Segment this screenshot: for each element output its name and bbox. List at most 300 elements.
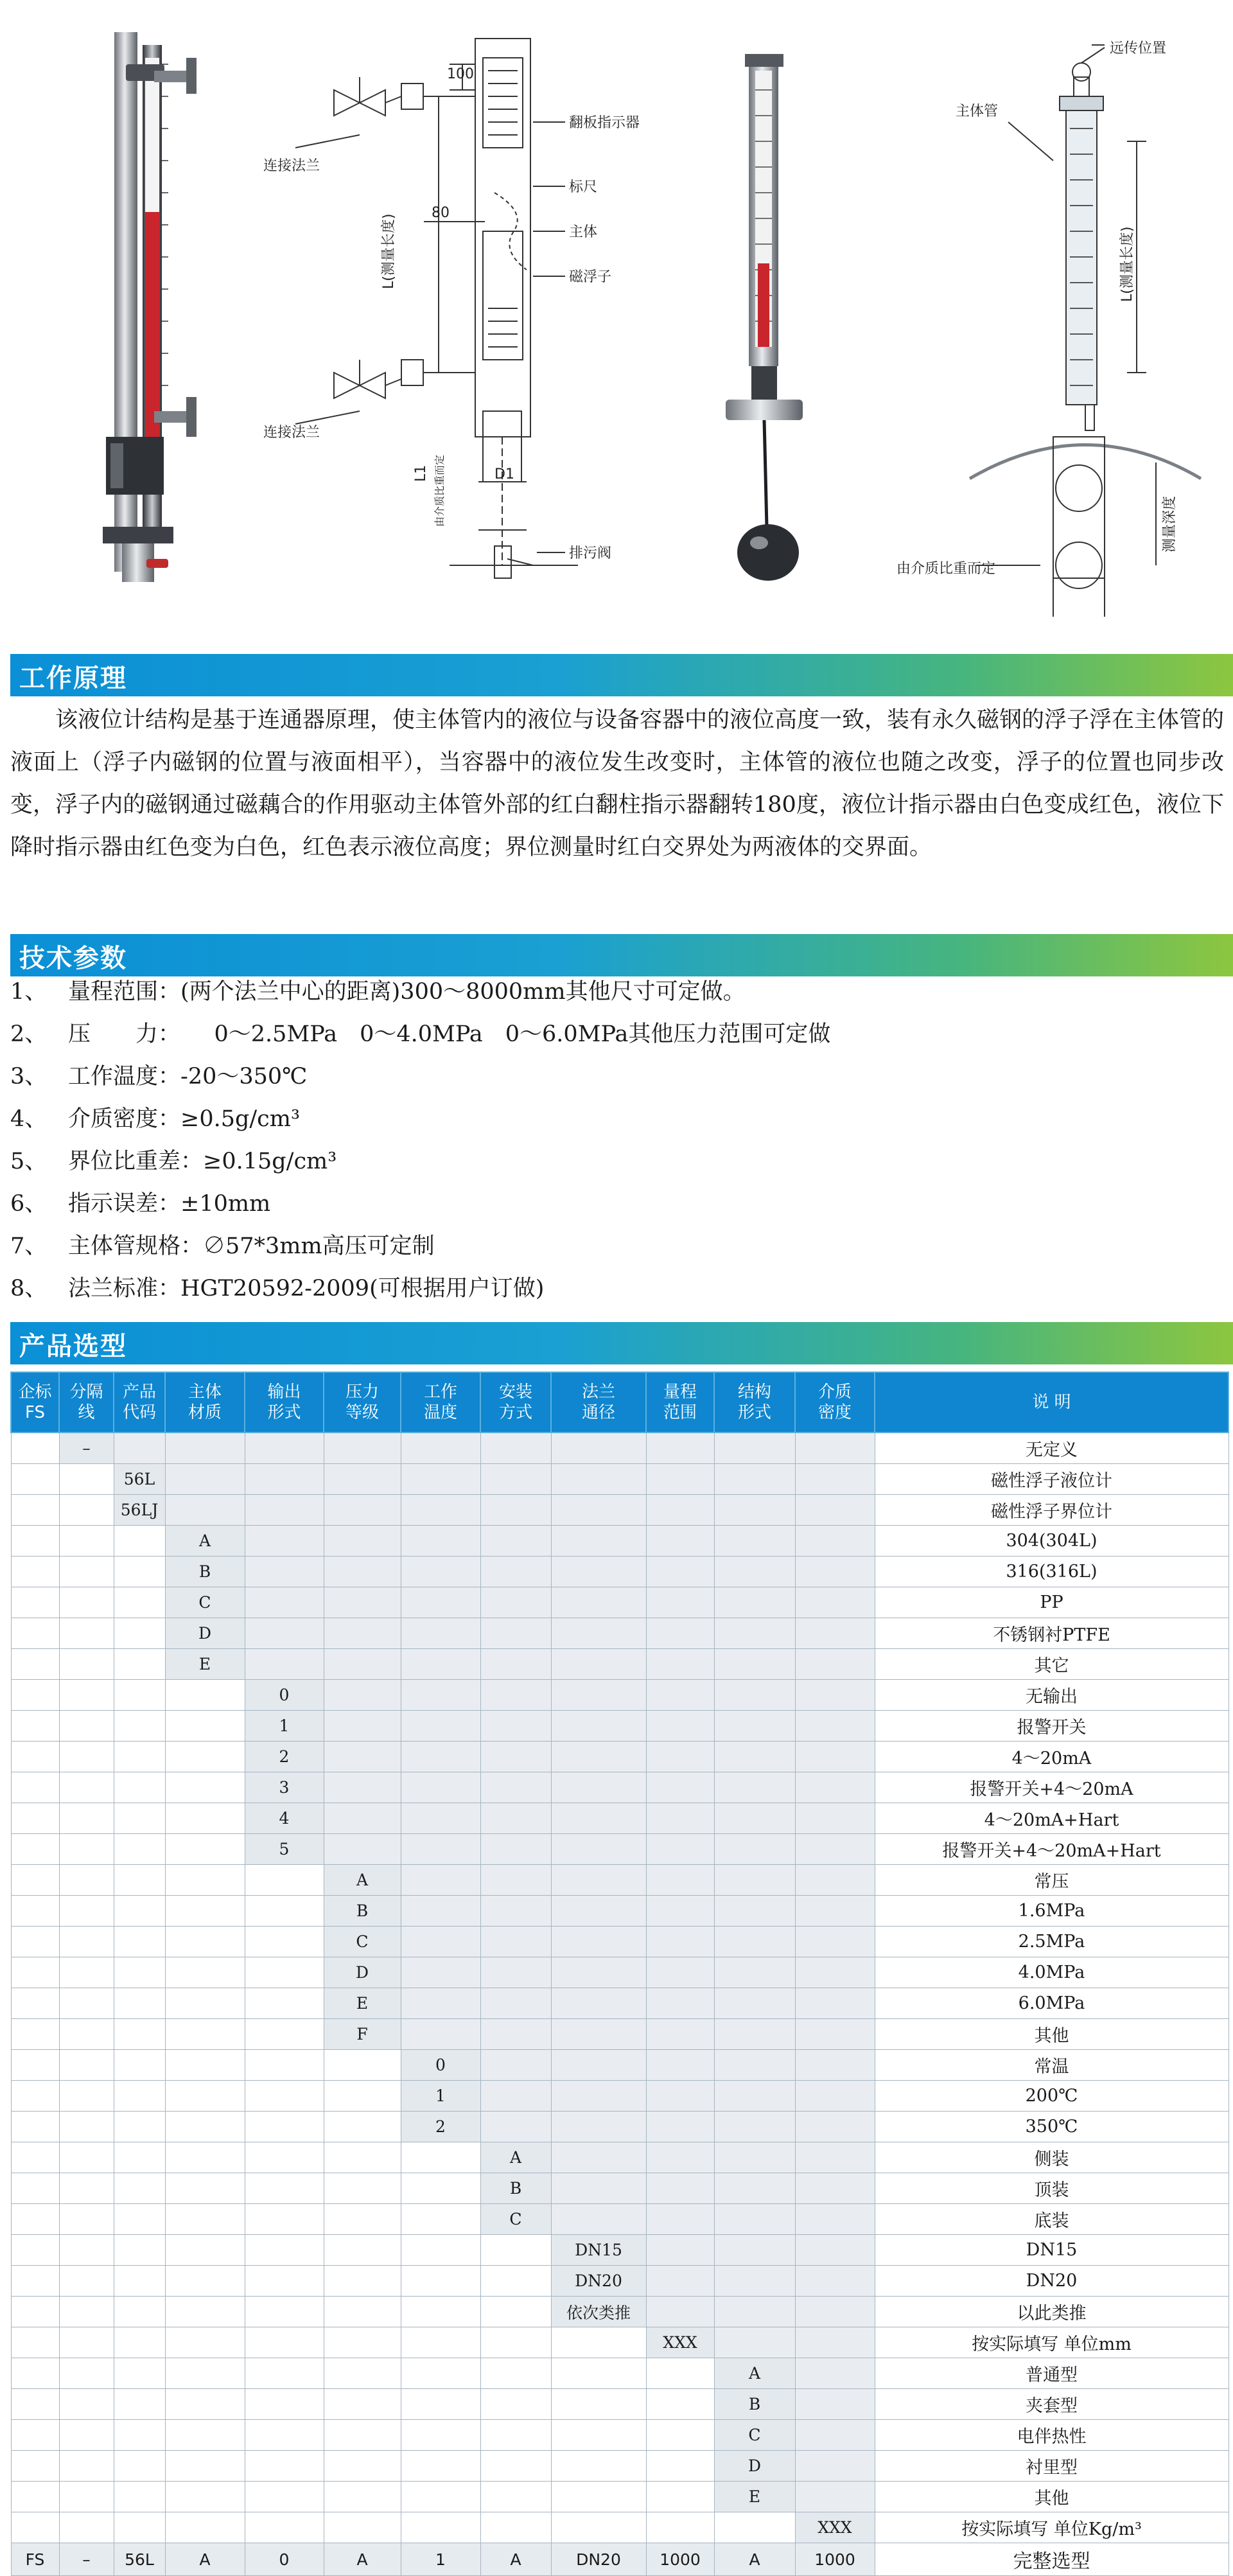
empty-cell xyxy=(11,2420,59,2451)
spec-number: 4、 xyxy=(10,1106,48,1132)
option-description: 夹套型 xyxy=(875,2389,1229,2420)
table-header-cell: 工作 温度 xyxy=(401,1372,480,1433)
complete-selection-value: A xyxy=(714,2543,795,2576)
empty-cell xyxy=(114,1896,165,1927)
empty-cell xyxy=(245,1618,324,1649)
empty-cell xyxy=(646,1957,714,1988)
empty-cell xyxy=(551,2482,646,2512)
table-row xyxy=(11,1772,1229,1803)
principle-paragraph: 该液位计结构是基于连通器原理，使主体管内的液位与设备容器中的液位高度一致，装有永久磁钢的浮子浮在主体管的液面上（浮子内磁钢的位置与液面相平），当容器中的液位发生改变时，主体管的液位也随之改变，浮子的位置也同步改变，浮子内的磁钢通过磁藕合的作用驱动主体管外部的红白翻柱指示器翻转180度，液位计指示器由白色变成红色，液位下降时指示器由红色变为白色，红色表示液位高度；界位测量时红白交界处为两液体的交界面。 xyxy=(10,707,1225,860)
table-row xyxy=(11,2266,1229,2297)
label-scale: 标尺 xyxy=(569,179,598,195)
empty-cell xyxy=(795,2142,875,2173)
table-header-cell: 企标 FS xyxy=(11,1372,59,1433)
empty-cell xyxy=(114,1433,165,1464)
option-description: 4.0MPa xyxy=(875,1957,1229,1988)
empty-cell xyxy=(165,1957,245,1988)
empty-cell xyxy=(245,2204,324,2235)
empty-cell xyxy=(114,2358,165,2389)
table-row xyxy=(11,2451,1229,2482)
empty-cell xyxy=(165,2235,245,2266)
empty-cell xyxy=(59,1649,114,1680)
empty-cell xyxy=(11,1927,59,1957)
option-code: A xyxy=(324,1865,401,1896)
empty-cell xyxy=(714,1896,795,1927)
option-code: 1 xyxy=(401,2081,480,2112)
empty-cell xyxy=(245,2389,324,2420)
empty-cell xyxy=(714,1772,795,1803)
spec-text: 界位比重差：≥0.15g/cm³ xyxy=(68,1149,337,1174)
empty-cell xyxy=(480,1433,551,1464)
empty-cell xyxy=(551,2173,646,2204)
spec-number: 5、 xyxy=(10,1149,48,1174)
empty-cell xyxy=(245,2050,324,2081)
spec-number: 1、 xyxy=(10,979,48,1005)
table-row xyxy=(11,1526,1229,1557)
dimension-drawing-labels xyxy=(263,66,640,561)
empty-cell xyxy=(245,2142,324,2173)
option-description: DN20 xyxy=(875,2266,1229,2297)
option-code: A xyxy=(165,1526,245,1557)
option-description: 按实际填写 单位mm xyxy=(875,2327,1229,2358)
empty-cell xyxy=(714,1988,795,2019)
empty-cell xyxy=(551,1649,646,1680)
empty-cell xyxy=(551,1495,646,1526)
empty-cell xyxy=(245,2358,324,2389)
empty-cell xyxy=(165,2081,245,2112)
empty-cell xyxy=(114,2451,165,2482)
empty-cell xyxy=(324,2512,401,2543)
table-header-cell: 量程 范围 xyxy=(646,1372,714,1433)
empty-cell xyxy=(114,2050,165,2081)
empty-cell xyxy=(165,2142,245,2173)
empty-cell xyxy=(480,2019,551,2050)
empty-cell xyxy=(59,2297,114,2327)
table-row xyxy=(11,1988,1229,2019)
option-code: B xyxy=(324,1896,401,1927)
empty-cell xyxy=(795,1988,875,2019)
option-description: 无定义 xyxy=(875,1433,1229,1464)
empty-cell xyxy=(165,2173,245,2204)
section-title-tech: 技术参数 xyxy=(19,944,127,973)
photo-top-mount-gauge xyxy=(726,54,803,581)
empty-cell xyxy=(795,2451,875,2482)
empty-cell xyxy=(795,1865,875,1896)
option-code: 0 xyxy=(245,1680,324,1711)
empty-cell xyxy=(714,1865,795,1896)
empty-cell xyxy=(324,1557,401,1587)
empty-cell xyxy=(401,2204,480,2235)
empty-cell xyxy=(11,1803,59,1834)
option-code: E xyxy=(324,1988,401,2019)
empty-cell xyxy=(714,1711,795,1742)
label-L1: L1 xyxy=(413,464,429,482)
empty-cell xyxy=(551,2451,646,2482)
empty-cell xyxy=(59,2235,114,2266)
option-description: 无输出 xyxy=(875,1680,1229,1711)
empty-cell xyxy=(551,1464,646,1495)
empty-cell xyxy=(480,2112,551,2142)
empty-cell xyxy=(480,1896,551,1927)
empty-cell xyxy=(165,1711,245,1742)
empty-cell xyxy=(714,1649,795,1680)
empty-cell xyxy=(646,2081,714,2112)
empty-cell xyxy=(646,2019,714,2050)
option-code: 4 xyxy=(245,1803,324,1834)
empty-cell xyxy=(646,2235,714,2266)
option-code: 5 xyxy=(245,1834,324,1865)
empty-cell xyxy=(795,1803,875,1834)
empty-cell xyxy=(480,1957,551,1988)
table-row xyxy=(11,1618,1229,1649)
section-header-tech xyxy=(10,934,1233,976)
empty-cell xyxy=(114,1680,165,1711)
empty-cell xyxy=(401,1526,480,1557)
option-description: 报警开关 xyxy=(875,1711,1229,1742)
table-row xyxy=(11,2327,1229,2358)
empty-cell xyxy=(245,2235,324,2266)
empty-cell xyxy=(245,2081,324,2112)
empty-cell xyxy=(714,1557,795,1587)
top-mount-drawing-labels xyxy=(896,40,1178,577)
empty-cell xyxy=(11,2142,59,2173)
empty-cell xyxy=(165,1927,245,1957)
option-code: 0 xyxy=(401,2050,480,2081)
empty-cell xyxy=(114,2327,165,2358)
empty-cell xyxy=(551,1742,646,1772)
empty-cell xyxy=(59,1865,114,1896)
label-remote-position: 远传位置 xyxy=(1110,40,1167,57)
empty-cell xyxy=(551,1957,646,1988)
empty-cell xyxy=(324,1433,401,1464)
label-dim-100: 100 xyxy=(447,66,474,82)
empty-cell xyxy=(551,2112,646,2142)
empty-cell xyxy=(165,1772,245,1803)
empty-cell xyxy=(59,2482,114,2512)
option-description: 350℃ xyxy=(875,2112,1229,2142)
empty-cell xyxy=(165,1742,245,1772)
empty-cell xyxy=(646,2266,714,2297)
table-row xyxy=(11,2358,1229,2389)
spec-text: 量程范围：(两个法兰中心的距离)300～8000mm其他尺寸可定做。 xyxy=(68,979,746,1005)
empty-cell xyxy=(551,1927,646,1957)
empty-cell xyxy=(795,1957,875,1988)
empty-cell xyxy=(795,2420,875,2451)
empty-cell xyxy=(59,2204,114,2235)
empty-cell xyxy=(551,2019,646,2050)
empty-cell xyxy=(324,1587,401,1618)
empty-cell xyxy=(324,2420,401,2451)
empty-cell xyxy=(324,1495,401,1526)
empty-cell xyxy=(114,1803,165,1834)
empty-cell xyxy=(480,1988,551,2019)
label-measure-depth: 测量深度 xyxy=(1162,495,1178,552)
section-title-selection: 产品选型 xyxy=(19,1332,127,1361)
option-description: 侧装 xyxy=(875,2142,1229,2173)
empty-cell xyxy=(245,2512,324,2543)
empty-cell xyxy=(11,1557,59,1587)
option-description: 200℃ xyxy=(875,2081,1229,2112)
empty-cell xyxy=(11,2512,59,2543)
empty-cell xyxy=(324,1803,401,1834)
empty-cell xyxy=(114,1927,165,1957)
empty-cell xyxy=(480,1557,551,1587)
empty-cell xyxy=(114,1957,165,1988)
empty-cell xyxy=(401,2512,480,2543)
label-dim-80: 80 xyxy=(432,205,450,221)
spec-number: 6、 xyxy=(10,1191,48,1217)
empty-cell xyxy=(714,1803,795,1834)
table-row xyxy=(11,1464,1229,1495)
empty-cell xyxy=(795,2266,875,2297)
empty-cell xyxy=(114,2420,165,2451)
empty-cell xyxy=(11,2451,59,2482)
empty-cell xyxy=(324,1618,401,1649)
empty-cell xyxy=(401,2266,480,2297)
empty-cell xyxy=(795,1526,875,1557)
table-row xyxy=(11,1711,1229,1742)
empty-cell xyxy=(165,2482,245,2512)
empty-cell xyxy=(401,2173,480,2204)
table-header-cell: 输出 形式 xyxy=(245,1372,324,1433)
empty-cell xyxy=(114,2112,165,2142)
empty-cell xyxy=(165,1988,245,2019)
empty-cell xyxy=(245,1865,324,1896)
empty-cell xyxy=(324,2358,401,2389)
empty-cell xyxy=(324,2451,401,2482)
empty-cell xyxy=(11,1587,59,1618)
section-header-principle xyxy=(10,654,1233,696)
empty-cell xyxy=(165,2389,245,2420)
empty-cell xyxy=(165,2019,245,2050)
empty-cell xyxy=(324,2297,401,2327)
empty-cell xyxy=(646,1433,714,1464)
empty-cell xyxy=(646,2297,714,2327)
table-header-cell: 产品 代码 xyxy=(114,1372,165,1433)
empty-cell xyxy=(11,2173,59,2204)
empty-cell xyxy=(795,2019,875,2050)
table-row xyxy=(11,1957,1229,1988)
empty-cell xyxy=(401,1957,480,1988)
option-description: 常温 xyxy=(875,2050,1229,2081)
empty-cell xyxy=(59,1927,114,1957)
empty-cell xyxy=(795,1711,875,1742)
option-code: DN15 xyxy=(551,2235,646,2266)
empty-cell xyxy=(714,1927,795,1957)
empty-cell xyxy=(714,1680,795,1711)
empty-cell xyxy=(714,2081,795,2112)
empty-cell xyxy=(714,1742,795,1772)
empty-cell xyxy=(646,1526,714,1557)
table-row xyxy=(11,1834,1229,1865)
option-description: PP xyxy=(875,1587,1229,1618)
empty-cell xyxy=(795,2297,875,2327)
empty-cell xyxy=(646,1772,714,1803)
empty-cell xyxy=(795,1464,875,1495)
complete-selection-value: 1000 xyxy=(795,2543,875,2576)
empty-cell xyxy=(11,2266,59,2297)
empty-cell xyxy=(795,2204,875,2235)
empty-cell xyxy=(551,2327,646,2358)
label-main-body: 主体 xyxy=(569,224,598,240)
empty-cell xyxy=(401,2420,480,2451)
option-description: 不锈钢衬PTFE xyxy=(875,1618,1229,1649)
table-header-cell: 介质 密度 xyxy=(795,1372,875,1433)
empty-cell xyxy=(165,1433,245,1464)
label-flange-top: 连接法兰 xyxy=(263,158,320,174)
option-description: 4～20mA+Hart xyxy=(875,1803,1229,1834)
option-description: 1.6MPa xyxy=(875,1896,1229,1927)
empty-cell xyxy=(59,1618,114,1649)
table-row xyxy=(11,2297,1229,2327)
empty-cell xyxy=(795,1927,875,1957)
table-row xyxy=(11,2019,1229,2050)
option-description: 磁性浮子液位计 xyxy=(875,1464,1229,1495)
empty-cell xyxy=(480,1927,551,1957)
empty-cell xyxy=(114,2173,165,2204)
label-flip-indicator: 翻板指示器 xyxy=(569,115,640,131)
empty-cell xyxy=(795,1587,875,1618)
option-code: F xyxy=(324,2019,401,2050)
empty-cell xyxy=(114,1742,165,1772)
table-row xyxy=(11,1433,1229,1464)
empty-cell xyxy=(401,2451,480,2482)
option-description: 其他 xyxy=(875,2019,1229,2050)
table-header-cell: 安装 方式 xyxy=(480,1372,551,1433)
empty-cell xyxy=(114,1772,165,1803)
empty-cell xyxy=(714,2512,795,2543)
empty-cell xyxy=(714,1433,795,1464)
empty-cell xyxy=(165,2204,245,2235)
empty-cell xyxy=(795,1680,875,1711)
empty-cell xyxy=(714,1587,795,1618)
option-code: 3 xyxy=(245,1772,324,1803)
empty-cell xyxy=(480,2512,551,2543)
empty-cell xyxy=(480,1711,551,1742)
spec-item xyxy=(10,1275,544,1303)
empty-cell xyxy=(59,2266,114,2297)
option-code: C xyxy=(714,2420,795,2451)
option-description: 按实际填写 单位Kg/m³ xyxy=(875,2512,1229,2543)
table-row xyxy=(11,2204,1229,2235)
empty-cell xyxy=(551,1680,646,1711)
empty-cell xyxy=(551,1834,646,1865)
spec-text: 压 力： 0～2.5MPa 0～4.0MPa 0～6.0MPa其他压力范围可定做 xyxy=(68,1021,831,1047)
empty-cell xyxy=(165,2358,245,2389)
table-row xyxy=(11,1927,1229,1957)
empty-cell xyxy=(646,2451,714,2482)
empty-cell xyxy=(646,2142,714,2173)
empty-cell xyxy=(795,1896,875,1927)
empty-cell xyxy=(59,1957,114,1988)
empty-cell xyxy=(324,2266,401,2297)
empty-cell xyxy=(114,2297,165,2327)
empty-cell xyxy=(114,1526,165,1557)
empty-cell xyxy=(646,2112,714,2142)
option-code: – xyxy=(59,1433,114,1464)
empty-cell xyxy=(551,2204,646,2235)
empty-cell xyxy=(245,2173,324,2204)
empty-cell xyxy=(401,2358,480,2389)
empty-cell xyxy=(165,1464,245,1495)
empty-cell xyxy=(795,1433,875,1464)
empty-cell xyxy=(714,2173,795,2204)
empty-cell xyxy=(114,1618,165,1649)
empty-cell xyxy=(401,2297,480,2327)
option-code: DN20 xyxy=(551,2266,646,2297)
table-row xyxy=(11,2235,1229,2266)
empty-cell xyxy=(11,2019,59,2050)
empty-cell xyxy=(245,2297,324,2327)
empty-cell xyxy=(165,2512,245,2543)
table-row xyxy=(11,1587,1229,1618)
empty-cell xyxy=(114,2482,165,2512)
empty-cell xyxy=(646,1927,714,1957)
table-row xyxy=(11,2142,1229,2173)
empty-cell xyxy=(114,1988,165,2019)
option-code: E xyxy=(714,2482,795,2512)
empty-cell xyxy=(11,1772,59,1803)
empty-cell xyxy=(480,1680,551,1711)
empty-cell xyxy=(551,2050,646,2081)
empty-cell xyxy=(401,2482,480,2512)
empty-cell xyxy=(11,2204,59,2235)
spec-text: 介质密度：≥0.5g/cm³ xyxy=(68,1106,301,1132)
empty-cell xyxy=(11,1526,59,1557)
empty-cell xyxy=(324,1649,401,1680)
empty-cell xyxy=(59,2420,114,2451)
option-description: 2.5MPa xyxy=(875,1927,1229,1957)
empty-cell xyxy=(11,1464,59,1495)
empty-cell xyxy=(59,1495,114,1526)
empty-cell xyxy=(59,1587,114,1618)
complete-selection-value: 1000 xyxy=(646,2543,714,2576)
spec-item xyxy=(10,1063,307,1091)
option-description: 6.0MPa xyxy=(875,1988,1229,2019)
option-description: 报警开关+4～20mA+Hart xyxy=(875,1834,1229,1865)
empty-cell xyxy=(245,2482,324,2512)
empty-cell xyxy=(324,2235,401,2266)
empty-cell xyxy=(646,2358,714,2389)
empty-cell xyxy=(646,2204,714,2235)
table-row xyxy=(11,2482,1229,2512)
empty-cell xyxy=(165,1495,245,1526)
empty-cell xyxy=(165,2050,245,2081)
empty-cell xyxy=(480,1865,551,1896)
empty-cell xyxy=(245,1526,324,1557)
empty-cell xyxy=(401,2389,480,2420)
empty-cell xyxy=(795,2482,875,2512)
empty-cell xyxy=(551,2420,646,2451)
empty-cell xyxy=(11,1495,59,1526)
empty-cell xyxy=(165,1896,245,1927)
empty-cell xyxy=(551,1772,646,1803)
empty-cell xyxy=(401,1927,480,1957)
table-header-cell: 结构 形式 xyxy=(714,1372,795,1433)
empty-cell xyxy=(714,2297,795,2327)
empty-cell xyxy=(401,1711,480,1742)
option-code: C xyxy=(165,1587,245,1618)
empty-cell xyxy=(11,2327,59,2358)
empty-cell xyxy=(646,2420,714,2451)
table-row xyxy=(11,2050,1229,2081)
table-row xyxy=(11,1649,1229,1680)
empty-cell xyxy=(59,2019,114,2050)
empty-cell xyxy=(165,2112,245,2142)
empty-cell xyxy=(324,2112,401,2142)
empty-cell xyxy=(480,2050,551,2081)
empty-cell xyxy=(59,2451,114,2482)
